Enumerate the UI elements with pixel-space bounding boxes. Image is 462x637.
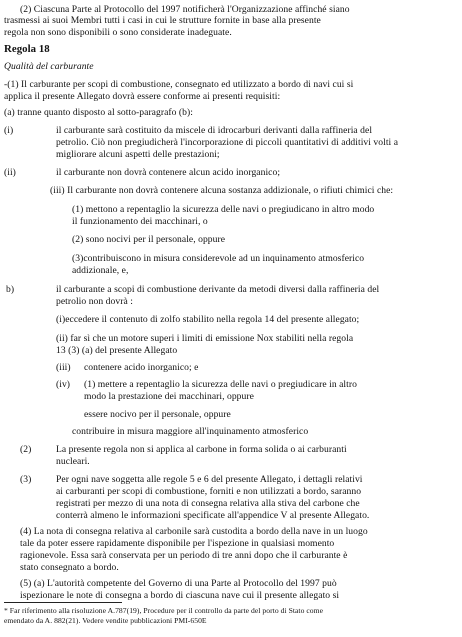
text-line: petrolio non dovrà : — [56, 296, 133, 307]
text-line: (4) La nota di consegna relativa al carbonile sarà custodita a bordo della nave in un luogo — [20, 526, 368, 537]
item-marker: (iii) — [56, 362, 71, 373]
text-line: migliorare alcuni aspetti delle prestazioni; — [56, 149, 220, 160]
item-marker: (ii) — [4, 167, 16, 178]
text-line: (5) (a) L'autorità competente del Governo di una Parte al Protocollo del 1997 può — [20, 578, 337, 589]
text-line: ai carburanti per scopi di combustione, forniti e non utilizzati a bordo, saranno — [56, 486, 362, 497]
footnote-line: emendato da A. 882(21). Vedere vendite pubblicazioni PMI-650E — [4, 616, 207, 625]
text-line: stato consegnato a bordo. — [20, 562, 119, 573]
text-line: regola non sono disponibili o sono considerate inadeguate. — [4, 27, 232, 38]
item-marker: (iv) — [56, 379, 71, 390]
section-heading: Regola 18 — [4, 43, 50, 55]
text-line: (2) Ciascuna Parte al Protocollo del 1997 notificherà l'Organizzazione affinché siano — [20, 4, 350, 15]
text-line: (i)eccedere il contenuto di zolfo stabilito nella regola 14 del presente allegato; — [56, 314, 360, 325]
text-line: (1) mettono a repentaglio la sicurezza delle navi o pregiudicano in altro modo — [72, 204, 375, 215]
item-marker: (i) — [4, 125, 14, 136]
text-line: tale da poter essere rapidamente disponibile per l'ispezione in qualsiasi momento — [20, 538, 335, 549]
text-line: registrati per mezzo di una nota di consegna relativa alla stiva del carbone che — [56, 498, 360, 509]
item-marker: (3) — [20, 474, 32, 485]
text-line: (3)contribuiscono in misura considerevole ad un inquinamento atmosferico — [72, 253, 365, 264]
item-marker: b) — [6, 284, 15, 295]
text-line: essere nocivo per il personale, oppure — [84, 409, 231, 420]
text-line: il funzionamento dei macchinari, o — [72, 216, 208, 227]
text-line: (1) mettere a repentaglio la sicurezza delle navi o pregiudicare in altro — [84, 379, 357, 390]
text-line: (ii) far sì che un motore superi i limiti di emissione Nox stabiliti nella regola — [56, 333, 354, 344]
text-line: nucleari. — [56, 456, 90, 467]
text-line: (2) sono nocivi per il personale, oppure — [72, 234, 226, 245]
text-line: conterrà almeno le informazioni specificate all'appendice V al presente Allegato. — [56, 510, 370, 521]
text-line: 13 (3) (a) del presente Allegato — [56, 345, 178, 356]
text-line: -(1) Il carburante per scopi di combustione, consegnato ed utilizzato a bordo di navi cui si — [4, 79, 354, 90]
text-line: Per ogni nave soggetta alle regole 5 e 6 del presente Allegato, i dettagli relativi — [56, 474, 363, 485]
section-subtitle: Qualità del carburante — [4, 61, 94, 72]
text-line: contribuire in misura maggiore all'inquinamento atmosferico — [72, 426, 309, 437]
text-line: trasmessi ai suoi Membri tutti i casi in cui le strutture fornite in base alla presente — [4, 15, 321, 26]
footnote-line: * Far riferimento alla risoluzione A.787(19), Procedure per il controllo da parte del porto di Stato come — [4, 606, 324, 615]
text-line: addizionale, e, — [72, 265, 129, 276]
text-line: (a) tranne quanto disposto al sotto-paragrafo (b): — [4, 107, 193, 118]
text-line: modo la prestazione dei macchinari, oppure — [84, 391, 254, 402]
text-line: La presente regola non si applica al carbone in forma solida o ai carburanti — [56, 444, 347, 455]
text-line: petrolio. Ciò non pregiudicherà l'incorporazione di piccoli quantitativi di additivi volti a — [56, 137, 399, 148]
text-line: il carburante sarà costituito da miscele di idrocarburi derivanti dalla raffineria del — [56, 125, 373, 136]
text-line: contenere acido inorganico; e — [84, 362, 199, 373]
footnote-divider — [4, 602, 122, 603]
text-line: applica il presente Allegato dovrà essere conforme ai presenti requisiti: — [4, 91, 281, 102]
text-line: il carburante non dovrà contenere alcun acido inorganico; — [56, 167, 281, 178]
item-marker: (2) — [20, 444, 32, 455]
text-line: il carburante a scopi di combustione derivante da metodi diversi dalla raffineria del — [56, 284, 380, 295]
text-line: ispezionare le note di consegna a bordo di ciascuna nave cui il presente allegato si — [20, 590, 340, 601]
text-line: ragionevole. Essa sarà conservata per un periodo di tre anni dopo che il carburante è — [20, 550, 348, 561]
text-line: (iii) Il carburante non dovrà contenere alcuna sostanza addizionale, o rifiuti chimici che: — [50, 185, 394, 196]
